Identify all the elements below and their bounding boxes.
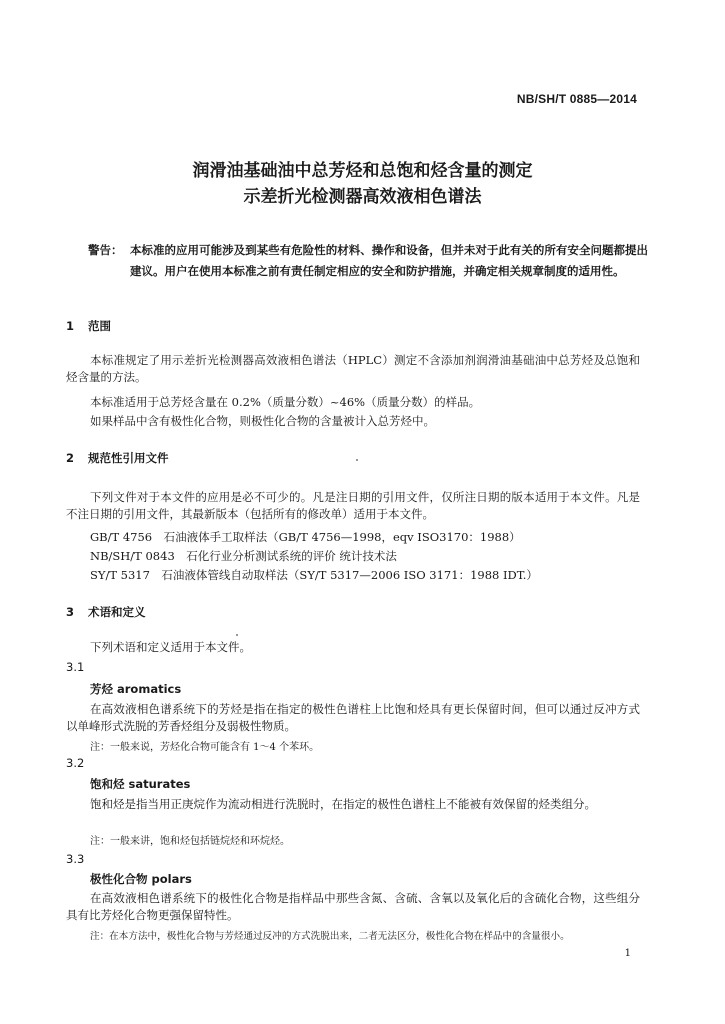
term-number: 3.1	[66, 660, 85, 674]
standard-code: NB/SH/T 0885—2014	[516, 92, 637, 106]
scan-speck	[356, 459, 358, 461]
document-title-line1: 润滑油基础油中总芳烃和总饱和烃含量的测定	[192, 161, 533, 181]
page-number: 1	[624, 948, 631, 959]
warning-text: 本标准的应用可能涉及到某些有危险性的材料、操作和设备，但并未对于此有关的所有安全问题都提出建议。用户在使用本标准之前有责任制定相应的安全和防护措施，并确定相关规章制度的适用性。	[130, 243, 648, 278]
section-title: 规范性引用文件	[88, 451, 169, 465]
section-title: 范围	[88, 319, 111, 333]
section-1-paragraph-2: 本标准适用于总芳烃含量在 0.2%（质量分数）~46%（质量分数）的样品。	[90, 395, 481, 409]
reference-item: NB/SH/T 0843 石化行业分析测试系统的评价 统计技术法	[90, 549, 397, 563]
section-2-heading	[66, 450, 169, 466]
section-3-intro: 下列术语和定义适用于本文件。	[90, 640, 251, 654]
term-name: 极性化合物 polars	[90, 872, 192, 886]
term-number: 3.2	[66, 756, 85, 770]
term-definition: 饱和烃是指当用正庚烷作为流动相进行洗脱时，在指定的极性色谱柱上不能被有效保留的烃类组分。	[90, 797, 596, 811]
section-number: 1	[66, 319, 75, 333]
term-note: 注：在本方法中，极性化合物与芳烃通过反冲的方式洗脱出来，二者无法区分，极性化合物在样品中的含量很小。	[90, 931, 570, 942]
warning-label: 警告：	[88, 243, 123, 257]
section-number: 2	[66, 451, 75, 465]
warning-block	[88, 240, 648, 282]
term-name: 饱和烃 saturates	[90, 777, 191, 791]
term-note: 注：一般来说，芳烃化合物可能含有 1～4 个苯环。	[90, 742, 320, 753]
section-1-paragraph-3: 如果样品中含有极性化合物，则极性化合物的含量被计入总芳烃中。	[90, 414, 435, 428]
section-1-heading	[66, 318, 111, 334]
section-number: 3	[66, 605, 75, 619]
term-definition: 在高效液相色谱系统下的极性化合物是指样品中那些含氮、含硫、含氧以及氧化后的含硫化合物，这些组分具有比芳烃化合物更强保留特性。	[66, 891, 640, 922]
reference-item: SY/T 5317 石油液体管线自动取样法（SY/T 5317—2006 ISO 3171：1988 IDT.）	[90, 568, 538, 582]
section-3-heading	[66, 604, 146, 620]
term-note: 注：一般来讲，饱和烃包括链烷烃和环烷烃。	[90, 836, 290, 847]
section-title: 术语和定义	[88, 605, 146, 619]
section-1-paragraph-1: 本标准规定了用示差折光检测器高效液相色谱法（HPLC）测定不含添加剂润滑油基础油中总芳烃及总饱和烃含量的方法。	[66, 353, 640, 384]
term-definition: 在高效液相色谱系统下的芳烃是指在指定的极性色谱柱上比饱和烃具有更长保留时间，但可以通过反冲方式以单峰形式洗脱的芳香烃组分及弱极性物质。	[66, 702, 640, 733]
reference-item: GB/T 4756 石油液体手工取样法（GB/T 4756—1998，eqv ISO3170：1988）	[90, 530, 521, 544]
section-2-paragraph-1: 下列文件对于本文件的应用是必不可少的。凡是注日期的引用文件，仅所注日期的版本适用于本文件。凡是不注日期的引用文件，其最新版本（包括所有的修改单）适用于本文件。	[66, 490, 640, 521]
document-title-line2: 示差折光检测器高效液相色谱法	[243, 187, 482, 207]
term-number: 3.3	[66, 852, 85, 866]
scan-speck	[236, 634, 238, 636]
term-name: 芳烃 aromatics	[90, 682, 182, 696]
